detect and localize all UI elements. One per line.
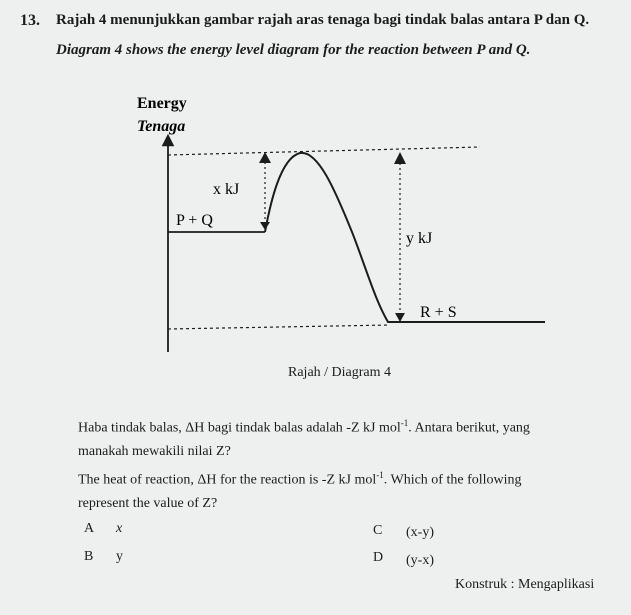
option-b-value: y [116,549,123,564]
paragraph-line-4: represent the value of Z? [78,496,218,511]
reaction-curve [265,153,545,322]
paragraph-line-2: manakah mewakili nilai Z? [78,444,231,459]
option-c-value: (x-y) [406,525,434,540]
x-kj-label: x kJ [213,181,240,198]
y-kj-label: y kJ [406,230,433,247]
x-arrow-head-up [259,152,271,163]
option-a-value: x [116,521,123,536]
axis-label-energy: Energy [137,95,187,112]
paragraph-line-3: The heat of reaction, ΔH for the reaction is -Z kJ mol$^{-1}$. Which of the following [78,470,522,488]
reactant-label: P + Q [176,212,213,229]
question-text-english: Diagram 4 shows the energy level diagram for the reaction between P and Q. [56,42,531,58]
y-arrow-head-up [394,152,406,164]
product-label: R + S [420,304,457,321]
axis-label-tenaga: Tenaga [137,118,186,135]
question-text-malay: Rajah 4 menunjukkan gambar rajah aras tenaga bagi tindak balas antara P dan Q. [56,12,590,28]
option-a-letter[interactable]: A [84,521,95,536]
option-d-value: (y-x) [406,553,434,568]
construct-label: Konstruk : Mengaplikasi [455,577,595,592]
paragraph-line-1: Haba tindak balas, ΔH bagi tindak balas adalah -Z kJ mol$^{-1}$. Antara berikut, yang [78,418,530,436]
option-b-letter[interactable]: B [84,549,94,564]
question-number: 13. [20,12,40,29]
y-arrow-head-down [395,313,405,322]
product-dashed-line [168,325,390,329]
peak-dashed-line [168,147,480,155]
option-c-letter[interactable]: C [373,523,383,538]
x-arrow-head-down [260,222,270,230]
option-d-letter[interactable]: D [373,550,384,565]
diagram-caption: Rajah / Diagram 4 [288,365,392,380]
